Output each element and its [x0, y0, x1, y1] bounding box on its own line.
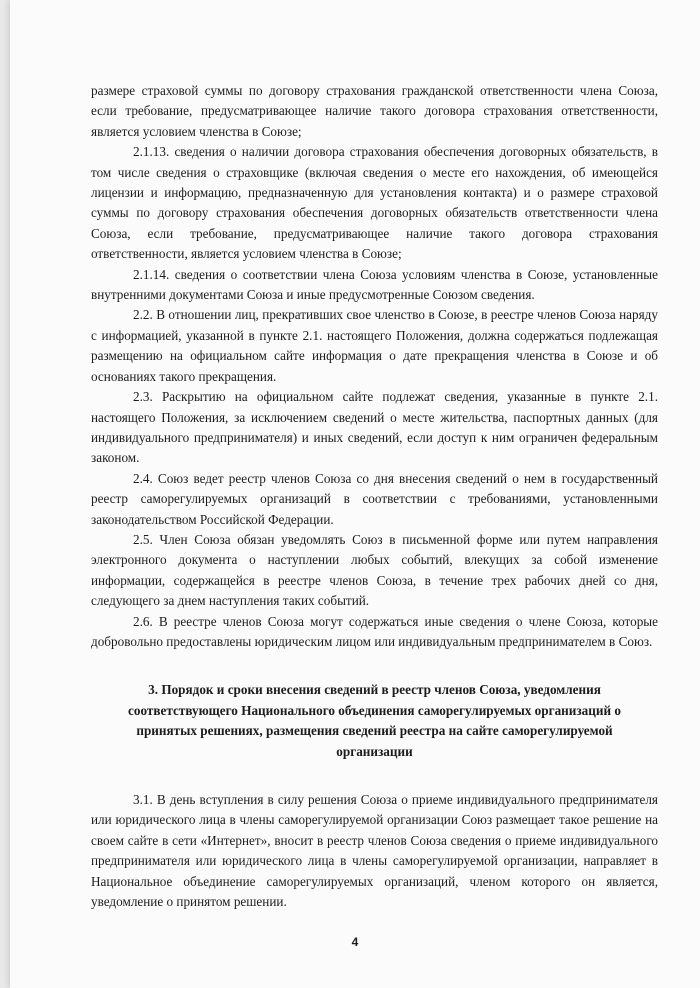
document-body [91, 81, 658, 912]
paragraph: 2.1.13. сведения о наличии договора страхования обеспечения договорных обязательств, в том числе сведения о страховщике (включая сведения о месте его нахождения, об имеющейся лицензии и информацию, предназначенную для установления контакта) и о размере страховой суммы по договору страхования обеспечения договорных обязательств ответственности члена Союза, если требование, предусматривающее наличие такого договора страхования ответственности, является условием членства в Союзе; [91, 144, 658, 262]
paragraph: 3.1. В день вступления в силу решения Союза о приеме индивидуального предпринимателя или юридического лица в члены саморегулируемой организации Союз размещает такое решение на своем сайте в сети «Интернет», вносит в реестр членов Союза сведения о приеме индивидуального предпринимателя или юридического лица в члены саморегулируемой организации, направляет в Национальное объединение саморегулируемых организаций, членом которого он является, уведомление о принятом решении. [91, 792, 658, 910]
paragraph: 2.2. В отношении лиц, прекративших свое членство в Союзе, в реестре членов Союза наряду с информацией, указанной в пункте 2.1. настоящего Положения, должна содержаться подлежащая размещению на официальном сайте информация о дате прекращения членства в Союзе и об основаниях такого прекращения. [91, 307, 658, 384]
paragraph: 2.4. Союз ведет реестр членов Союза со дня внесения сведений о нем в государственный реестр саморегулируемых организаций в соответствии с требованиями, установленными законодательством Российской Федерации. [91, 470, 658, 527]
paragraph: 2.1.14. сведения о соответствии члена Союза условиям членства в Союзе, установленные внутренними документами Союза и иные предусмотренные Союзом сведения. [91, 266, 658, 303]
document-page [10, 0, 700, 988]
paragraph: 2.3. Раскрытию на официальном сайте подлежат сведения, указанные в пункте 2.1. настоящего Положения, за исключением сведений о месте жительства, паспортных данных (для индивидуального предпринимателя) и иных сведений, если доступ к ним ограничен федеральным законом. [91, 389, 658, 466]
paragraph: 2.5. Член Союза обязан уведомлять Союз в письменной форме или путем направления электронного документа о наступлении любых событий, влекущих за собой изменение информации, содержащейся в реестре членов Союза, в течение трех рабочих дней со дня, следующего за днем наступления таких событий. [91, 531, 658, 609]
section-heading: 3. Порядок и сроки внесения сведений в реестр членов Союза, уведомления соответствующего Национального объединения саморегулируемых организаций о принятых решениях, размещения сведений реестра на сайте саморегулируемой организации [128, 682, 621, 759]
paragraph: 2.6. В реестре членов Союза могут содержаться иные сведения о члене Союза, которые добровольно предоставлены юридическим лицом или индивидуальным предпринимателем в Союз. [91, 613, 658, 649]
page-number: 4 [351, 935, 359, 949]
paragraph: размере страховой суммы по договору страхования гражданской ответственности члена Союза, если требование, предусматривающее наличие такого договора страхования ответственности, является условием членства в Союзе; [91, 83, 658, 139]
